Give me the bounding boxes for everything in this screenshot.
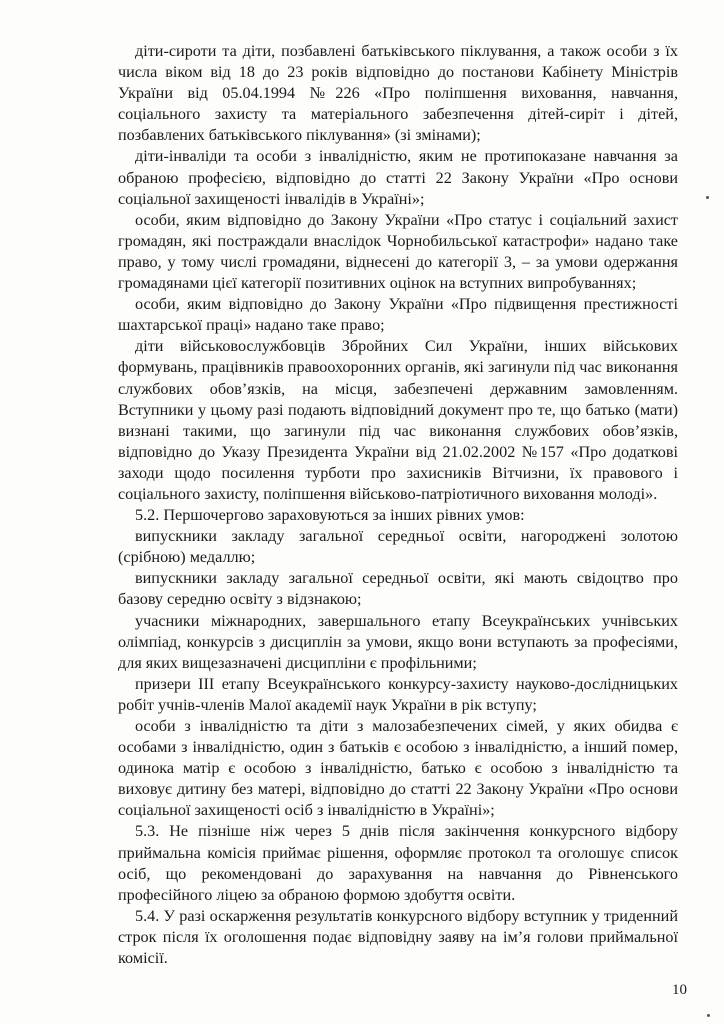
paragraph-medalists: випускники закладу загальної середньої освіти, нагороджені золотою (срібною) медаллю; <box>118 527 678 567</box>
paragraph-honors-certificate: випускники закладу загальної середньої освіти, які мають свідоцтво про базову середню освіту з відзнакою; <box>118 569 678 609</box>
scan-speck <box>706 196 709 199</box>
page-number: 10 <box>672 982 687 998</box>
paragraph-military-children: діти військовослужбовців Збройних Сил України, інших військових формувань, працівників правоохоронних органів, які загинули під час виконання службових обов’язків, на місця, забезпечені державним замовленням. Вступники у цьому разі подають відповідний документ про те, що батько (мати) визнані такими, що загинули під час виконання службових обов’язків, відповідно до Указу Президента України від 21.02.2002 №157 «Про додаткові заходи щодо посилення турботи про захисників Вітчизни, їх правового і соціального захисту, поліпшення військово-патріотичного виховання молоді». <box>118 337 678 503</box>
paragraph-5-4: 5.4. У разі оскарження результатів конкурсного відбору вступник у триденний строк після їх оголошення подає відповідну заяву на ім’я голови приймальної комісії. <box>118 906 678 968</box>
paragraph-5-2: 5.2. Першочергово зараховуються за інших рівних умов: <box>135 506 525 525</box>
paragraph-orphans: діти-сироти та діти, позбавлені батьківського піклування, а також особи з їх числа віком від 18 до 23 років відповідно до постанови Кабінету Міністрів України від 05.04.1994 №226 «Про поліпшення виховання, навчання, соціального захисту та матеріального забезпечення дітей-сиріт і дітей, позбавлених батьківського піклування» (зі змінами); <box>118 42 678 145</box>
paragraph-5-3: 5.3. Не пізніше ніж через 5 днів після закінчення конкурсного відбору приймальна комісія приймає рішення, оформляє протокол та оголошує список осіб, що рекомендовані до зарахування на навчання до Рівненського професійного ліцею за обраною формою здобуття освіти. <box>118 822 678 904</box>
paragraph-chernobyl: особи, яким відповідно до Закону України «Про статус і соціальний захист громадян, які постраждали внаслідок Чорнобильської катастрофи» надано таке право, у тому числі громадяни, віднесені до категорії 3, – за умови одержання громадянами цієї категорії позитивних оцінок на вступних випробуваннях; <box>118 210 678 293</box>
document-body <box>118 41 678 969</box>
scan-speck <box>707 1014 710 1017</box>
paragraph-disabled-families: особи з інвалідністю та діти з малозабезпечених сімей, у яких обидва є особами з інвалідністю, один з батьків є особою з інвалідністю, а інший помер, одинока матір є особою з інвалідністю, батько є особою з інвалідністю та виховує дитину без матері, відповідно до статті 22 Закону України «Про основи соціальної захищеності осіб з інвалідністю в Україні»; <box>118 717 678 820</box>
paragraph-disabled-children: діти-інваліди та особи з інвалідністю, яким не протипоказане навчання за обраною професією, відповідно до статті 22 Закону України «Про основи соціальної захищеності інвалідів в Україні»; <box>118 147 678 208</box>
paragraph-olympiad: учасники міжнародних, завершального етапу Всеукраїнських учнівських олімпіад, конкурсів з дисциплін за умови, якщо вони вступають за професіями, для яких вищезазначені дисципліни є профільними; <box>118 611 678 672</box>
paragraph-miners: особи, яким відповідно до Закону України «Про підвищення престижності шахтарської праці» надано таке право; <box>118 295 678 335</box>
paragraph-academy: призери III етапу Всеукраїнського конкурсу-захисту науково-дослідницьких робіт учнів-членів Малої академії наук України в рік вступу; <box>118 674 678 714</box>
